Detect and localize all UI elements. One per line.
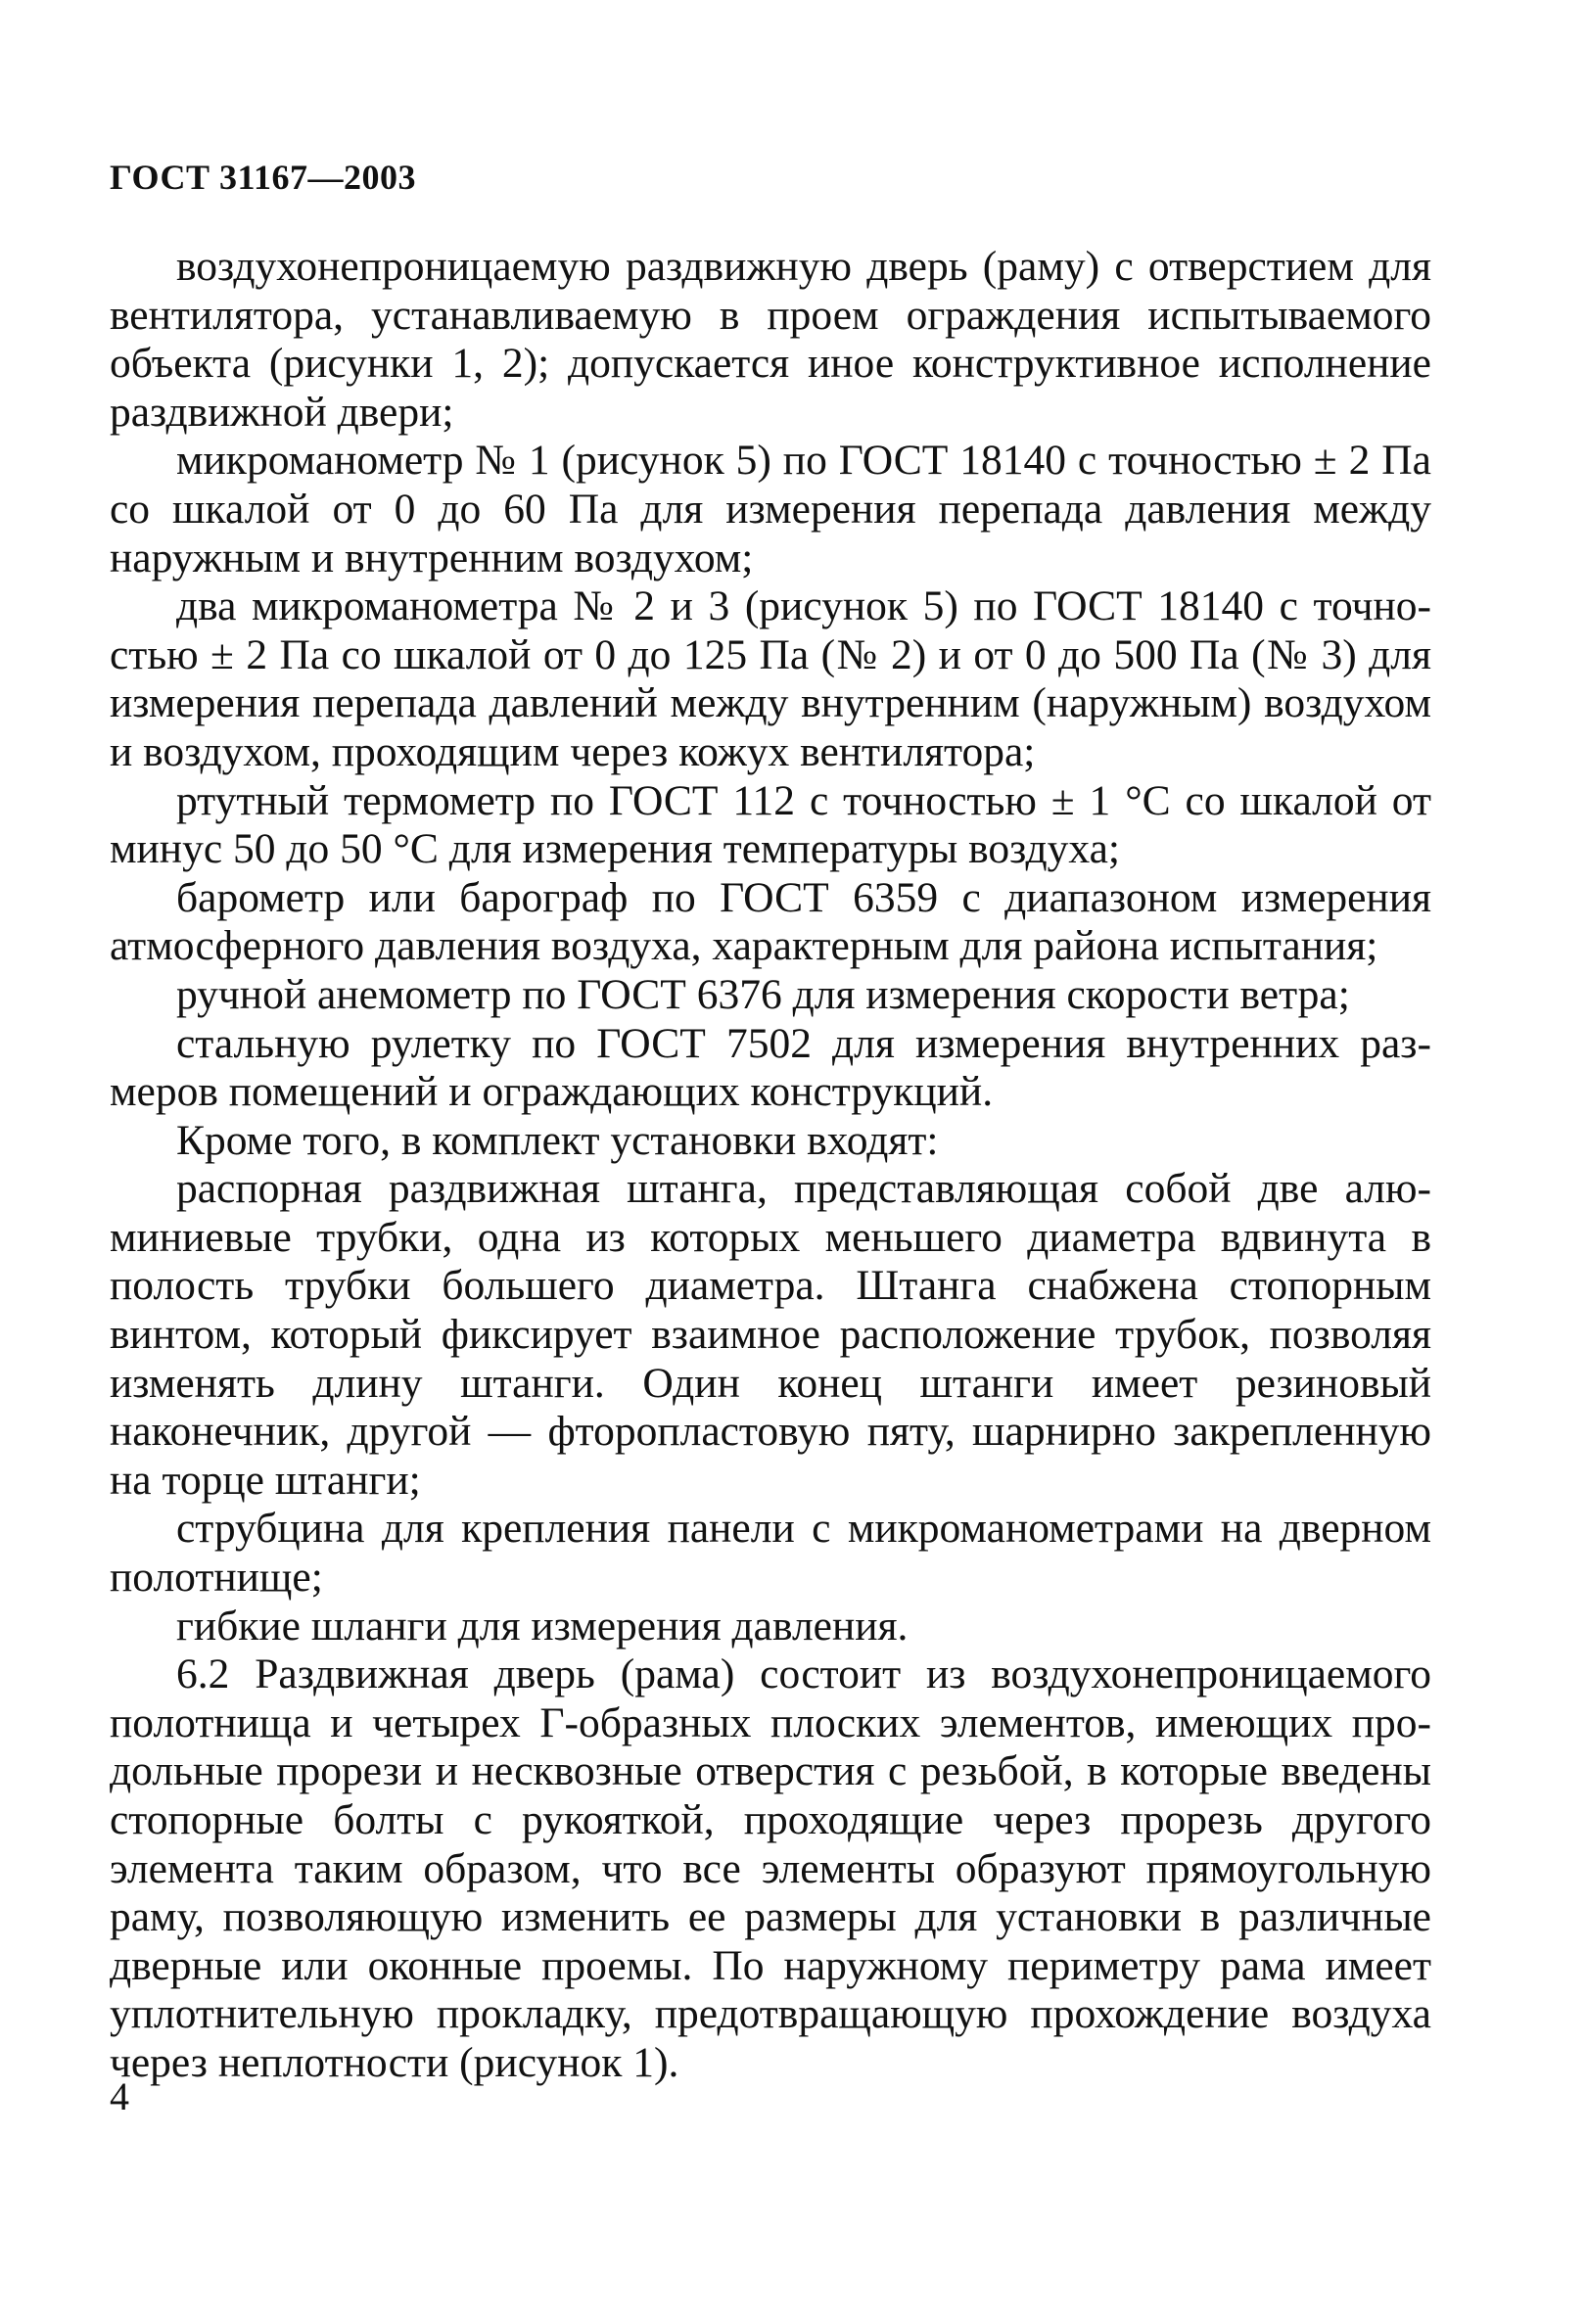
- paragraph-hoses: гибкие шланги для измерения давления.: [176, 1602, 909, 1650]
- paragraph-kit-includes: Кроме того, в комплект установки входят:: [176, 1116, 939, 1164]
- paragraph-section-6-2: 6.2 Раздвижная дверь (рама) состоит из воздухонепроницаемого полотнища и четырех Г-образных плоских элементов, имеющих продольные прорези и несквозные отверстия с резьбой, в которые введены стопорные болты с рукояткой, проходящие через прорезь другого элемента таким образом, что все элементы образуют прямоугольную раму, позволяющую изменить ее размеры для установки в различные дверные или оконные проемы. По наружному периметру рама имеет уплотнительную прокладку, предотвращающую прохождение воздуха через неплотности (рисунок 1).: [110, 1650, 1431, 2086]
- paragraph-micromanometers-2-3: два микроманометра № 2 и 3 (рисунок 5) по ГОСТ 18140 с точностью ± 2 Па со шкалой от 0 до 125 Па (№ 2) и от 0 до 500 Па (№ 3) для измерения перепада давлений между внутренним (наружным) воздухом и воздухом, проходящим через кожух вентилятора;: [110, 582, 1431, 775]
- paragraph-thermometer: ртутный термометр по ГОСТ 112 с точностью ± 1 °С со шкалой от минус 50 до 50 °С для измерения температуры воздуха;: [110, 776, 1431, 873]
- page-number: 4: [110, 2074, 129, 2118]
- paragraph-spacer-rod: распорная раздвижная штанга, представляющая собой две алюминиевые трубки, одна из которых меньшего диаметра вдвинута в полость трубки большего диаметра. Штанга снабжена стопорным винтом, который фиксирует взаимное расположение трубок, позволяя изменять длину штанги. Один конец штанги имеет резиновый наконечник, другой — фторопластовую пяту, шарнирно закрепленную на торце штанги;: [110, 1165, 1431, 1504]
- paragraph-clamp: струбцина для крепления панели с микроманометрами на дверном полотнище;: [110, 1505, 1431, 1602]
- paragraph-anemometer: ручной анемометр по ГОСТ 6376 для измерения скорости ветра;: [176, 970, 1350, 1018]
- body-text: [110, 243, 1431, 2088]
- paragraph-tape-measure: стальную рулетку по ГОСТ 7502 для измерения внутренних размеров помещений и ограждающих конструкций.: [110, 1019, 1431, 1116]
- page-header-doc-id: ГОСТ 31167—2003: [110, 158, 416, 197]
- paragraph-door-frame: воздухонепроницаемую раздвижную дверь (раму) с отверстием для вентилятора, устанавливаемую в проем ограждения испытываемого объекта (рисунки 1, 2); допускается иное конструктивное исполнение раздвижной двери;: [110, 243, 1431, 436]
- paragraph-barometer: барометр или барограф по ГОСТ 6359 с диапазоном измерения атмосферного давления воздуха, характерным для района испытания;: [110, 873, 1431, 970]
- paragraph-micromanometer-1: микроманометр № 1 (рисунок 5) по ГОСТ 18140 с точностью ± 2 Па со шкалой от 0 до 60 Па для измерения перепада давления между наружным и внутренним воздухом;: [110, 437, 1431, 581]
